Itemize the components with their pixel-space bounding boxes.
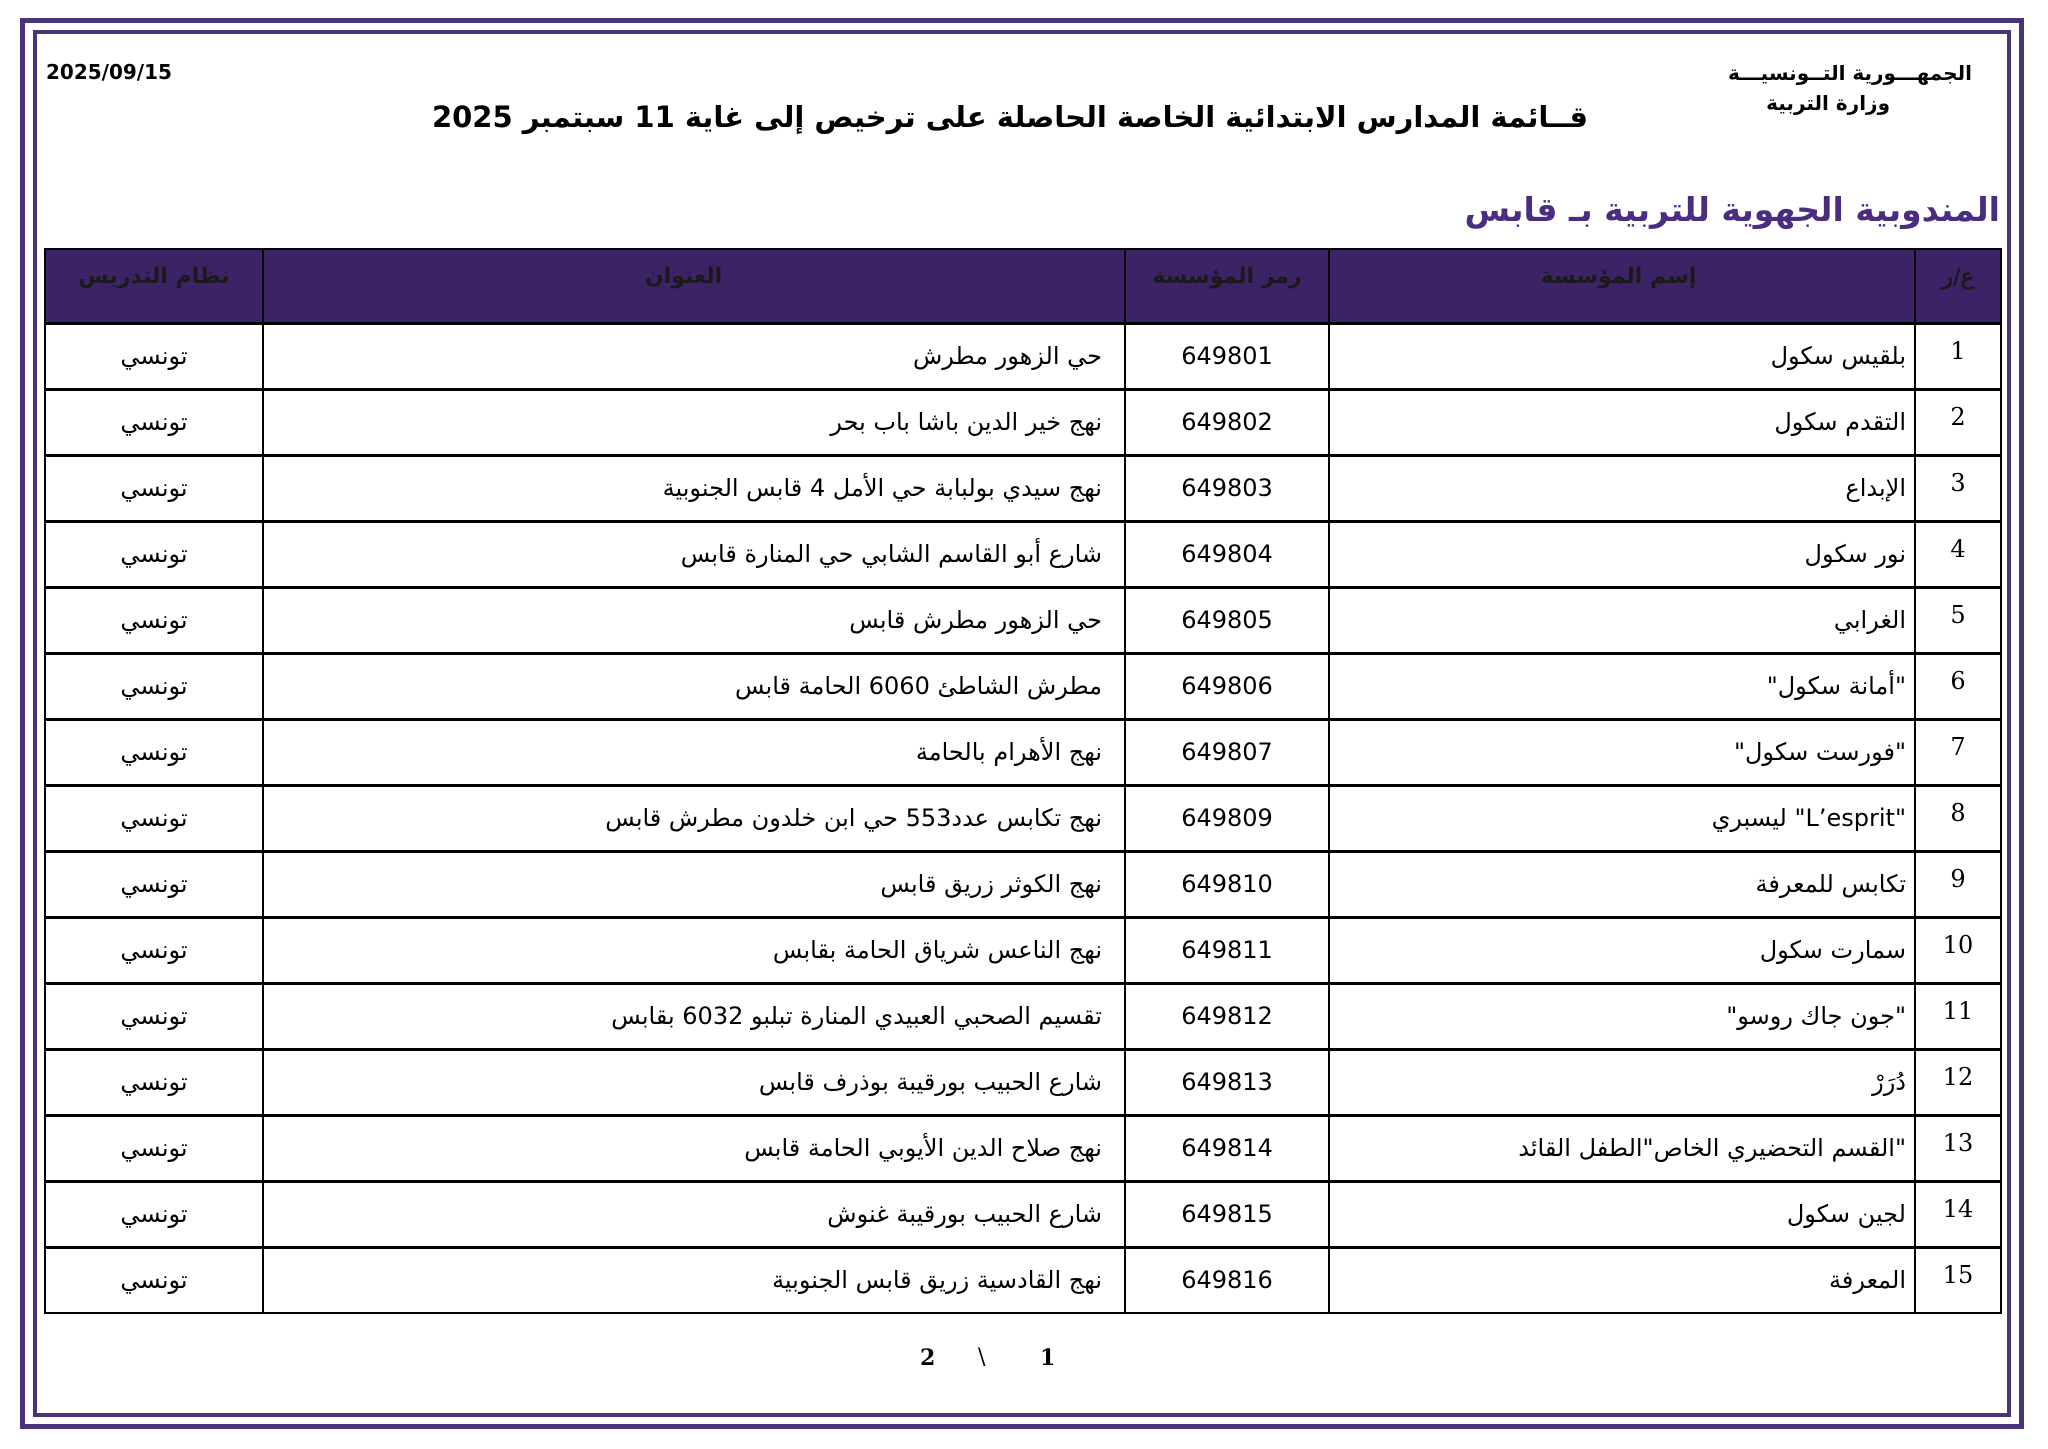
cell-school-name: المعرفة: [1329, 1247, 1915, 1313]
cell-school-name: "أمانة سكول": [1329, 653, 1915, 719]
cell-school-name: الغرابي: [1329, 587, 1915, 653]
cell-teaching-system: تونسي: [45, 1181, 263, 1247]
cell-address: شارع الحبيب بورقيبة بوذرف قابس: [263, 1049, 1125, 1115]
cell-address: نهج سيدي بولبابة حي الأمل 4 قابس الجنوبية: [263, 455, 1125, 521]
schools-table: [44, 248, 2002, 1314]
table-row: [45, 587, 2001, 653]
cell-num: 2: [1915, 389, 2001, 455]
cell-school-name: تكابس للمعرفة: [1329, 851, 1915, 917]
cell-school-name: لجين سكول: [1329, 1181, 1915, 1247]
cell-num: 13: [1915, 1115, 2001, 1181]
cell-school-code: 649805: [1125, 587, 1329, 653]
cell-num: 7: [1915, 719, 2001, 785]
table-row: [45, 521, 2001, 587]
cell-num: 12: [1915, 1049, 2001, 1115]
cell-address: نهج صلاح الدين الأيوبي الحامة قابس: [263, 1115, 1125, 1181]
cell-address: نهج تكابس عدد553 حي ابن خلدون مطرش قابس: [263, 785, 1125, 851]
document-date: 2025/09/15: [46, 60, 172, 84]
cell-school-name: بلقيس سكول: [1329, 323, 1915, 389]
cell-teaching-system: تونسي: [45, 653, 263, 719]
cell-school-code: 649811: [1125, 917, 1329, 983]
table-row: [45, 323, 2001, 389]
cell-school-name: "جون جاك روسو": [1329, 983, 1915, 1049]
cell-num: 1: [1915, 323, 2001, 389]
cell-school-code: 649813: [1125, 1049, 1329, 1115]
ministry-label: وزارة التربية: [1766, 91, 1890, 115]
table-header-row: [45, 249, 2001, 323]
cell-num: 14: [1915, 1181, 2001, 1247]
table-row: [45, 917, 2001, 983]
cell-teaching-system: تونسي: [45, 389, 263, 455]
cell-school-name: "L’esprit" ليسبري: [1329, 785, 1915, 851]
cell-num: 4: [1915, 521, 2001, 587]
col-header-num: ع/ر: [1915, 249, 2001, 323]
col-header-name: إسم المؤسسة: [1329, 249, 1915, 323]
cell-num: 15: [1915, 1247, 2001, 1313]
cell-school-code: 649816: [1125, 1247, 1329, 1313]
cell-address: مطرش الشاطئ 6060 الحامة قابس: [263, 653, 1125, 719]
republic-label: الجمهـــورية التــونسيـــة: [1728, 61, 1972, 85]
cell-address: نهج القادسية زريق قابس الجنوبية: [263, 1247, 1125, 1313]
cell-teaching-system: تونسي: [45, 917, 263, 983]
cell-teaching-system: تونسي: [45, 323, 263, 389]
cell-school-name: "فورست سكول": [1329, 719, 1915, 785]
table-body: [45, 323, 2001, 1313]
cell-teaching-system: تونسي: [45, 521, 263, 587]
cell-school-code: 649803: [1125, 455, 1329, 521]
col-header-address: العنوان: [263, 249, 1125, 323]
cell-address: نهج خير الدين باشا باب بحر: [263, 389, 1125, 455]
cell-num: 10: [1915, 917, 2001, 983]
cell-teaching-system: تونسي: [45, 587, 263, 653]
page-current: 1: [1040, 1345, 1056, 1371]
table-row: [45, 1247, 2001, 1313]
cell-address: نهج الناعس شرياق الحامة بقابس: [263, 917, 1125, 983]
cell-teaching-system: تونسي: [45, 785, 263, 851]
region-heading: المندوبية الجهوية للتربية بـ قابس: [1464, 190, 2000, 229]
table-row: [45, 389, 2001, 455]
cell-num: 6: [1915, 653, 2001, 719]
cell-num: 3: [1915, 455, 2001, 521]
issuer-block: [1728, 58, 1972, 118]
table-row: [45, 1049, 2001, 1115]
cell-school-code: 649801: [1125, 323, 1329, 389]
col-header-code: رمز المؤسسة: [1125, 249, 1329, 323]
document-title: قــائمة المدارس الابتدائية الخاصة الحاصلة على ترخيص إلى غاية 11 سبتمبر 2025: [431, 100, 1589, 134]
table-row: [45, 1115, 2001, 1181]
cell-num: 5: [1915, 587, 2001, 653]
cell-teaching-system: تونسي: [45, 1115, 263, 1181]
cell-school-code: 649810: [1125, 851, 1329, 917]
table-row: [45, 653, 2001, 719]
cell-address: تقسيم الصحبي العبيدي المنارة تبلبو 6032 بقابس: [263, 983, 1125, 1049]
cell-school-name: "القسم التحضيري الخاص"الطفل القائد: [1329, 1115, 1915, 1181]
cell-school-code: 649812: [1125, 983, 1329, 1049]
cell-school-code: 649807: [1125, 719, 1329, 785]
cell-num: 9: [1915, 851, 2001, 917]
cell-teaching-system: تونسي: [45, 983, 263, 1049]
col-header-system: نظام التدريس: [45, 249, 263, 323]
page-separator: \: [978, 1345, 986, 1370]
table-row: [45, 455, 2001, 521]
cell-teaching-system: تونسي: [45, 851, 263, 917]
table-row: [45, 1181, 2001, 1247]
cell-address: حي الزهور مطرش: [263, 323, 1125, 389]
page-number: [900, 1345, 1100, 1375]
cell-teaching-system: تونسي: [45, 719, 263, 785]
table-row: [45, 983, 2001, 1049]
cell-school-code: 649809: [1125, 785, 1329, 851]
cell-num: 11: [1915, 983, 2001, 1049]
cell-address: نهج الأهرام بالحامة: [263, 719, 1125, 785]
cell-school-name: الإبداع: [1329, 455, 1915, 521]
cell-school-code: 649802: [1125, 389, 1329, 455]
cell-school-name: التقدم سكول: [1329, 389, 1915, 455]
table-row: [45, 851, 2001, 917]
cell-address: نهج الكوثر زريق قابس: [263, 851, 1125, 917]
table-row: [45, 785, 2001, 851]
cell-school-name: سمارت سكول: [1329, 917, 1915, 983]
cell-school-code: 649815: [1125, 1181, 1329, 1247]
cell-teaching-system: تونسي: [45, 455, 263, 521]
cell-num: 8: [1915, 785, 2001, 851]
cell-teaching-system: تونسي: [45, 1247, 263, 1313]
cell-school-code: 649814: [1125, 1115, 1329, 1181]
cell-school-name: نور سكول: [1329, 521, 1915, 587]
cell-school-code: 649806: [1125, 653, 1329, 719]
cell-teaching-system: تونسي: [45, 1049, 263, 1115]
cell-address: حي الزهور مطرش قابس: [263, 587, 1125, 653]
cell-school-code: 649804: [1125, 521, 1329, 587]
cell-address: شارع الحبيب بورقيبة غنوش: [263, 1181, 1125, 1247]
table-row: [45, 719, 2001, 785]
cell-school-name: دُرَرْ: [1329, 1049, 1915, 1115]
page-total: 2: [920, 1345, 936, 1371]
cell-address: شارع أبو القاسم الشابي حي المنارة قابس: [263, 521, 1125, 587]
